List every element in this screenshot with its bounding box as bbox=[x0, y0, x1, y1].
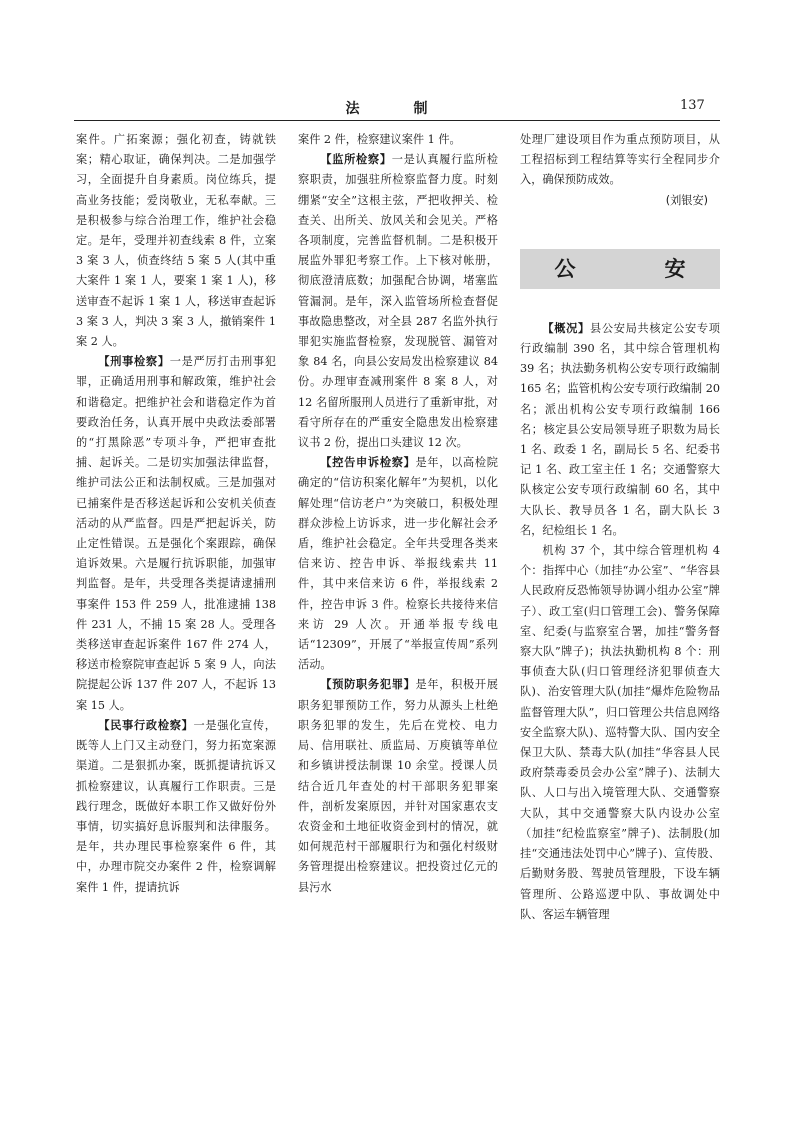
paragraph-text: 一是严厉打击刑事犯罪，正确适用刑事和解政策，维护社会和谐稳定。把维护社会和谐稳定作为首要政治任务，认真开展中央政法委部署的“打黑除恶”专项斗争，严把审查批捕、起诉关。二是切实加强法律监督，维护司法公正和法制权威。三是加强对已捕案件是否移送起诉和公安机关侦查活动的从严监督。四是严把起诉关，防止定性错误。五是强化个案跟踪，确保追诉效果。六是履行抗诉职能，加强审判监督。是年，共受理各类提请逮捕刑事案件 153 件 259 人，批准逮捕 138 件 231 人，不捕 15 案 28 人。受理各类移送审查起诉案件 167 件 274 人，移送市检察院审查起诉 5 案 9 人，向法院提起公诉 137 件 207 人，不起诉 13 案 15 人。 bbox=[76, 355, 276, 712]
paragraph-civil-admin-prosecution bbox=[76, 716, 276, 898]
paragraph-institutions: 机构 37 个，其中综合管理机构 4 个：指挥中心（加挂“办公室”、“华容县人民政府反恐怖领导协调小组办公室”牌子）、政工室(归口管理工会)、警务保障室、纪委(与监察室合署，加挂“警务督察大队”牌子)；执法执勤机构 8 个：刑事侦查大队(归口管理经济犯罪侦查大队)、治安管理大队(加挂“爆炸危险物品监督管理大队”，归口管理公共信息网络安全监察大队)、巡特警大队、国内安全保卫大队、禁毒大队(加挂“华容县人民政府禁毒委员会办公室”牌子)、法制大队、人口与出入境管理大队、交通警察大队，其中交通警察大队内设办公室（加挂“纪检监察室”牌子)、法制股(加挂“交通违法处罚中心”牌子)、宣传股、后勤财务股、驾驶员管理股，下设车辆管理所、公路巡逻中队、事故调处中队、客运车辆管理 bbox=[520, 544, 720, 921]
section-tag: 【监所检察】 bbox=[320, 153, 392, 167]
paragraph-text: 县公安局共核定公安专项行政编制 390 名，其中综合管理机构 39 名；执法勤务机构公安专项行政编制 165 名；监管机构公安专项行政编制 20 名；派出机构公安专项行政编制 166 名；核定县公安局领导班子职数为局长 1 名、政委 1 名，副局长 5 名、纪委书记 1 名、政工室主任 1 名；交通警察大队核定公安专项行政编制 60 名，其中大队长、教导员各 1 名，副大队长 3 名，纪检组长 1 名。 bbox=[520, 321, 720, 537]
paragraph-text: 是年，积极开展职务犯罪预防工作，努力从源头上杜绝职务犯罪的发生，先后在党校、电力局、信用联社、质监局、万庾镇等单位和乡镇讲授法制课 10 余堂。授课人员结合近几年查处的村干部职务犯罪案件，剖析发案原因，并针对国家惠农支农资金和土地征收资金到村的情况，就如何规范村干部履职行为和强化村级财务管理提出检察建议。把投资过亿元的县污水 bbox=[298, 678, 498, 894]
section-heading-band bbox=[520, 249, 720, 289]
header-rule bbox=[74, 120, 720, 121]
paragraph-crime-prevention bbox=[298, 675, 498, 897]
paragraph-text: 一是认真履行监所检察职责，加强驻所检察监督力度。时刻绷紧“安全”这根主弦，严把收押关、检查关、出所关、放风关和会见关。严格各项制度，完善监督机制。二是积极开展监外罪犯考察工作。上下核对帐册，彻底澄清底数；加强配合协调，堵塞监管漏洞。是年，深入监管场所检查督促事故隐患整改，对全县 287 名监外执行罪犯实施监督检察，发现脱管、漏管对象 84 名，向县公安局发出检察建议 84 份。办理审查减刑案件 8 案 8 人，对 12 名留所服刑人员进行了重新审批，对看守所存在的严重安全隐患发出检察建议书 2 份，提出口头建议 12 次。 bbox=[298, 153, 498, 450]
page-number: 137 bbox=[680, 98, 705, 113]
author-signature: (刘银安) bbox=[665, 193, 708, 207]
section-tag: 【刑事检察】 bbox=[98, 355, 170, 369]
column-2 bbox=[298, 130, 498, 898]
section-title: 公 安 bbox=[554, 256, 720, 281]
column-1 bbox=[76, 130, 276, 898]
section-tag: 【概况】 bbox=[542, 321, 590, 335]
section-tag: 【预防职务犯罪】 bbox=[320, 678, 416, 692]
paragraph-overview bbox=[520, 319, 720, 541]
paragraph: 处理厂建设项目作为重点预防项目，从工程招标到工程结算等实行全程同步介入，确保预防成效。 bbox=[520, 133, 720, 187]
paragraph: 案件 2 件，检察建议案件 1 件。 bbox=[298, 133, 461, 146]
column-3 bbox=[520, 130, 720, 925]
paragraph-complaint-prosecution bbox=[298, 453, 498, 675]
paragraph-prison-prosecution bbox=[298, 150, 498, 453]
header-title: 法 制 bbox=[345, 101, 448, 117]
section-tag: 【民事行政检察】 bbox=[98, 718, 194, 732]
paragraph-text: 是年，以高检院确定的“信访积案化解年”为契机，以化解处理“信访老户”为突破口，积极处理群众涉检上访诉求，进一步化解社会矛盾，维护社会稳定。全年共受理各类来信来访、控告申诉、举报线索共 11 件，其中来信来访 6 件，举报线索 2 件，控告申诉 3 件。检察长共接待来信来访 29 人次。开通举报专线电话“12309”，开展了“举报宣传周”系列活动。 bbox=[298, 456, 498, 672]
paragraph: 案件。广拓案源；强化初查，铸就铁案；精心取证，确保判决。二是加强学习，全面提升自身素质。岗位练兵，提高业务技能；爱岗敬业，无私奉献。三是积极参与综合治理工作，维护社会稳定。是年，受理并初查线索 8 件，立案 3 案 3 人，侦查终结 5 案 5 人(其中重大案件 1 案 1 人，要案 1 案 1 人)，移送审查不起诉 1 案 1 人，移送审查起诉 3 案 3 人，判决 3 案 3 人，撤销案件 1 案 2 人。 bbox=[76, 133, 276, 349]
paragraph-criminal-prosecution bbox=[76, 352, 276, 716]
paragraph-text: 一是强化宣传，既等人上门又主动登门，努力拓宽案源渠道。二是狠抓办案，既抓提请抗诉又抓检察建议，认真履行工作职责。三是践行理念，既做好本职工作又做好份外事情，切实搞好息诉服判和法律服务。是年，共办理民事检察案件 6 件，其中，办理市院交办案件 2 件，检察调解案件 1 件，提请抗诉 bbox=[76, 718, 276, 894]
section-tag: 【控告申诉检察】 bbox=[320, 456, 416, 470]
